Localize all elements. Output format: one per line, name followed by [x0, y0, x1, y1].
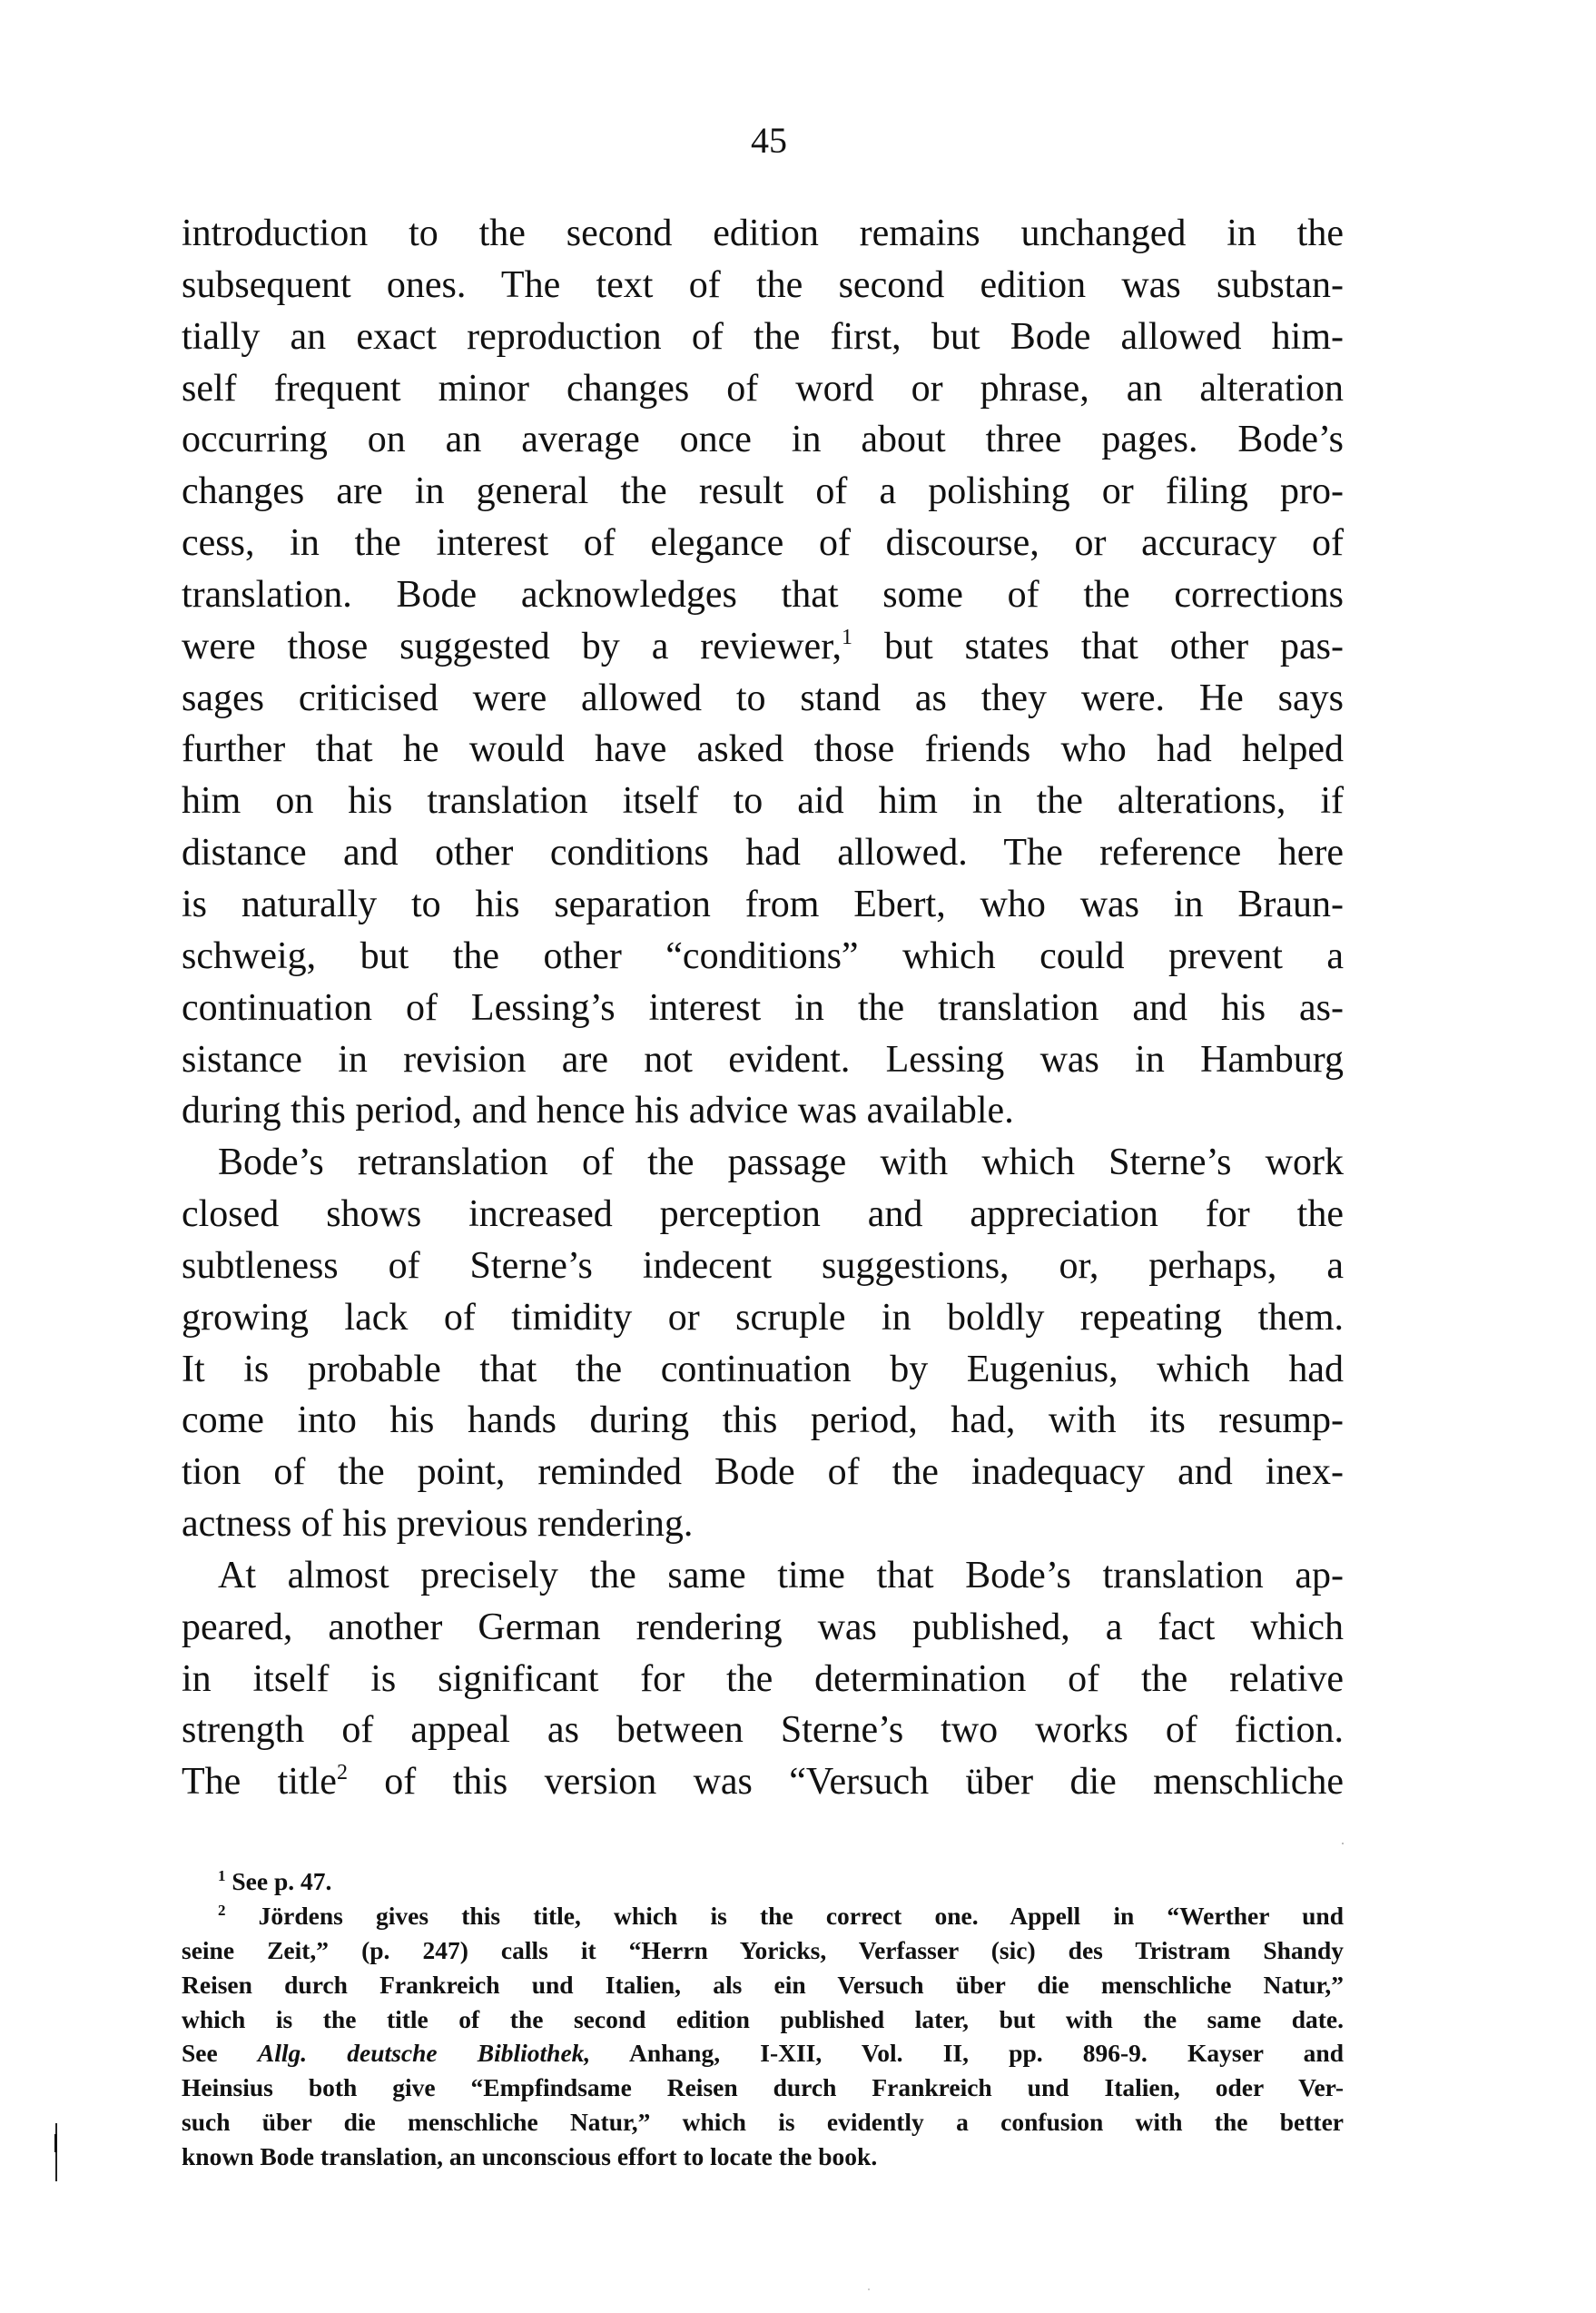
- footnote-line: which is the title of the second edition published later, but with the same date.: [182, 2004, 1344, 2033]
- page-number: 45: [751, 120, 787, 161]
- book-title: Allg. deutsche Bibliothek,: [257, 2039, 591, 2068]
- footnote-line: [182, 2036, 1344, 2071]
- text-segment: See: [182, 2039, 258, 2068]
- footnote-ref-1[interactable]: 1: [842, 625, 853, 649]
- text-line: tion of the point, reminded Bode of the inadequacy and inex-: [182, 1451, 1344, 1494]
- text-line: sages criticised were allowed to stand as they were. He says: [182, 677, 1344, 719]
- text-segment: Anhang, I-XII, Vol. II, pp. 896-9. Kayser and: [590, 2039, 1344, 2068]
- text-line: come into his hands during this period, had, with its resump-: [182, 1399, 1344, 1442]
- text-line: is naturally to his separation from Ebert, who was in Braun-: [182, 883, 1344, 925]
- text-line: closed shows increased perception and appreciation for the: [182, 1193, 1344, 1236]
- text-segment: but states that other pas-: [852, 625, 1344, 667]
- text-line: during this period, and hence his advice was available.: [182, 1090, 1014, 1132]
- body-text: [182, 208, 1344, 1808]
- text-line: self frequent minor changes of word or phrase, an alteration: [182, 367, 1344, 410]
- text-line: schweig, but the other “conditions” which could prevent a: [182, 934, 1344, 977]
- scan-speck: [868, 2288, 870, 2290]
- margin-bar: [55, 2123, 57, 2181]
- text-line: translation. Bode acknowledges that some of the corrections: [182, 573, 1344, 616]
- text-segment: of this version was “Versuch über die menschliche: [347, 1761, 1344, 1804]
- text-line: tially an exact reproduction of the first, but Bode allowed him-: [182, 315, 1344, 358]
- text-line: It is probable that the continuation by Eugenius, which had: [182, 1348, 1344, 1390]
- scan-mark: [1342, 1843, 1344, 1844]
- text-line: subtleness of Sterne’s indecent suggestions, or, perhaps, a: [182, 1244, 1344, 1287]
- text-line: distance and other conditions had allowed. The reference here: [182, 832, 1344, 875]
- text-line: growing lack of timidity or scruple in boldly repeating them.: [182, 1296, 1344, 1339]
- text-line: [182, 1756, 1344, 1808]
- footnote-marker: 1: [218, 1867, 226, 1884]
- text-line: occurring on an average once in about three pages. Bode’s: [182, 419, 1344, 461]
- footnote-1: [182, 1864, 1344, 1899]
- text-line: continuation of Lessing’s interest in the translation and his as-: [182, 986, 1344, 1029]
- text-line: actness of his previous rendering.: [182, 1503, 694, 1546]
- text-line: strength of appeal as between Sterne’s two works of fiction.: [182, 1709, 1344, 1752]
- footnote-text: Jördens gives this title, which is the correct one. Appell in “Werther und: [225, 1901, 1344, 1930]
- footnote-marker: 2: [218, 1901, 226, 1919]
- text-line: in itself is significant for the determination of the relative: [182, 1657, 1344, 1700]
- footnote-line: seine Zeit,” (p. 247) calls it “Herrn Yoricks, Verfasser (sic) des Tristram Shandy: [182, 1935, 1344, 1964]
- footnote-line: known Bode translation, an unconscious effort to locate the book.: [182, 2142, 878, 2171]
- footnote-2: [182, 1899, 1344, 1933]
- text-line: him on his translation itself to aid him in the alterations, if: [182, 780, 1344, 823]
- text-line: sistance in revision are not evident. Lessing was in Hamburg: [182, 1038, 1344, 1081]
- footnote-line: Reisen durch Frankreich und Italien, als ein Versuch über die menschliche Natur,”: [182, 1970, 1344, 1999]
- text-segment: The title: [182, 1761, 337, 1804]
- footnote-ref-2[interactable]: 2: [336, 1761, 348, 1785]
- footnotes: [182, 1864, 1344, 2174]
- text-line: further that he would have asked those friends who had helped: [182, 728, 1344, 771]
- paragraph-start-line: Bode’s retranslation of the passage with which Sterne’s work: [218, 1142, 1344, 1184]
- text-line: cess, in the interest of elegance of discourse, or accuracy of: [182, 522, 1344, 565]
- text-line: subsequent ones. The text of the second edition was substan-: [182, 263, 1344, 306]
- footnote-line: Heinsius both give “Empfindsame Reisen durch Frankreich und Italien, oder Ver-: [182, 2073, 1344, 2102]
- text-line: peared, another German rendering was published, a fact which: [182, 1606, 1344, 1648]
- text-line: [182, 621, 1344, 673]
- footnote-text: See p. 47.: [225, 1867, 332, 1895]
- paragraph-start-line: At almost precisely the same time that Bode’s translation ap-: [218, 1554, 1344, 1596]
- footnote-line: such über die menschliche Natur,” which is evidently a confusion with the better: [182, 2108, 1344, 2137]
- text-segment: were those suggested by a reviewer,: [182, 625, 842, 667]
- text-line: introduction to the second edition remains unchanged in the: [182, 213, 1344, 254]
- text-line: changes are in general the result of a polishing or filing pro-: [182, 470, 1344, 513]
